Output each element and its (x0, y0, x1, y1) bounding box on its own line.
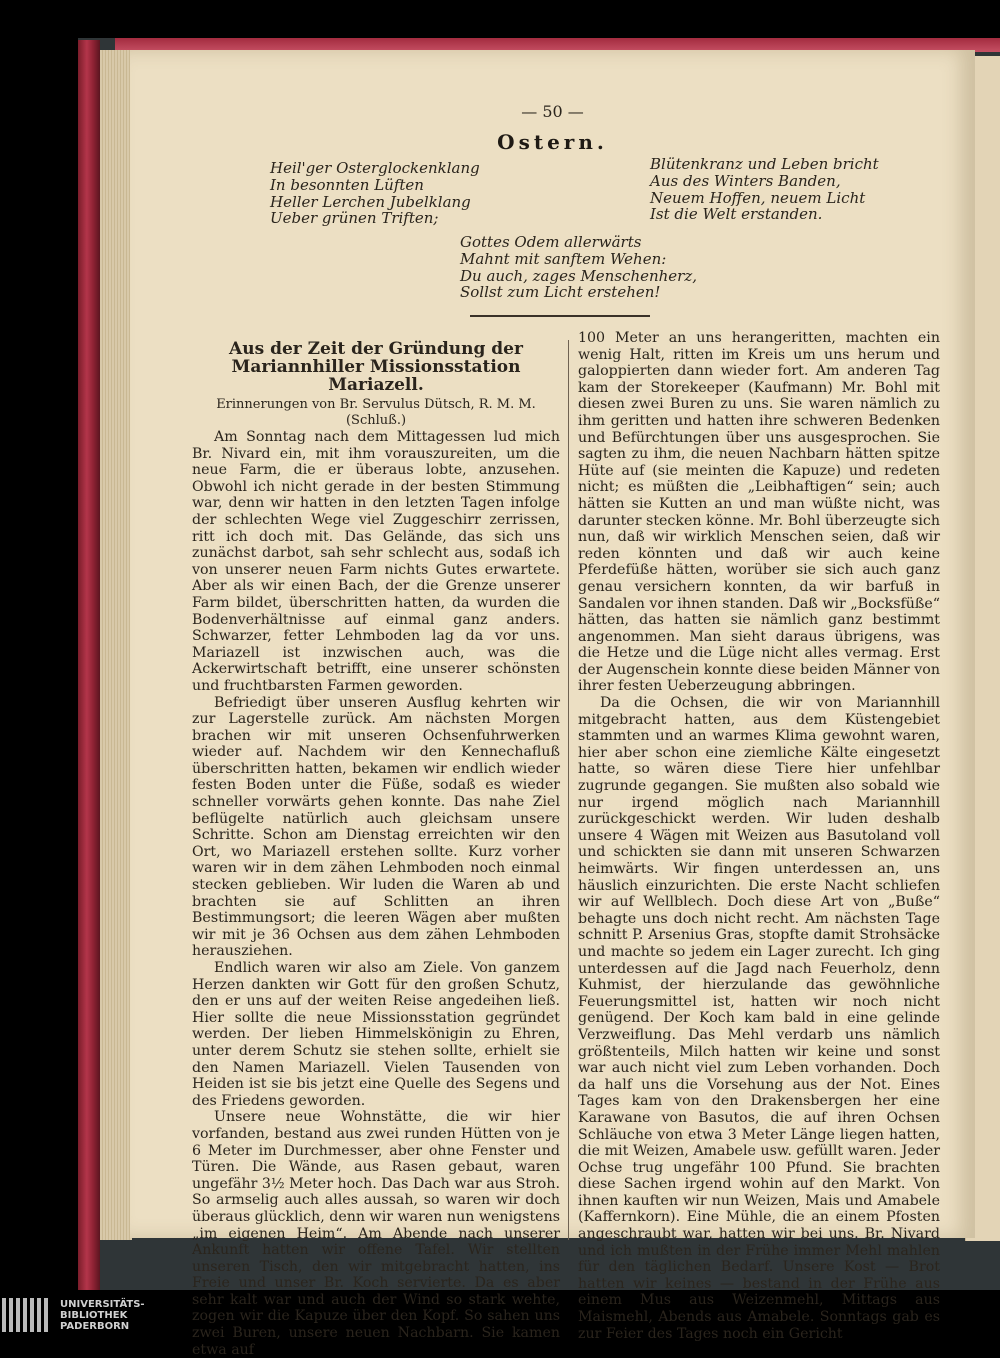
poem-line: Ist die Welt erstanden. (650, 205, 823, 224)
article-subtitle: Erinnerungen von Br. Servulus Dütsch, R. M. M. (216, 397, 536, 412)
left-column (192, 340, 560, 1358)
paragraph: Da die Ochsen, die wir von Mariannhill mitgebracht hatten, aus dem Küstengebiet stammten und an warmes Klima gewohnt waren, hier aber schon eine ziemliche Kälte eingesetzt hatte, so wären diese Tiere hier unfehlbar zugrunde gegangen. Sie mußten also sobald wie nur irgend möglich nach Mariannhill zurückgeschickt werden. Wir luden deshalb unsere 4 Wägen mit Weizen aus Basutoland voll und schickten sie dann mit unseren Schwarzen heimwärts. Wir fingen unterdessen an, uns häuslich einzurichten. Die erste Nacht schliefen wir auf Wellblech. Doch diese Art von „Buße“ behagte uns doch nicht recht. Am nächsten Tage schnitt P. Arsenius Gras, stopfte damit Strohsäcke und machte so jedem ein Lager zurecht. Ich ging unterdessen auf die Jagd nach Feuerholz, denn Kuhmist, der hierzulande das gewöhnliche Feuerungsmittel ist, hatten wir noch nicht genügend. Der Koch kam bald in eine gelinde Verzweiflung. Das Mehl verdarb uns nämlich größtenteils, Milch hatten wir keine und sonst war auch nicht viel zum Leben vorhanden. Doch da half uns die Vorsehung aus der Not. Eines Tages kam von den Drakensbergen her eine Karawane von Basutos, die auf ihren Ochsen Schläuche von etwa 3 Meter Länge liegen hatten, die mit Weizen, Amabele usw. gefüllt waren. Jeder Ochse trug ungefähr 100 Pfund. Sie brachten diese Sachen irgend wohin auf den Markt. Von ihnen kauften wir nun Weizen, Mais und Amabele (Kaffernkorn). Eine Mühle, die an einem Pfosten angeschraubt war, hatten wir bei uns. Br. Nivard und ich mußten in der Frühe immer Mehl mahlen für den täglichen Bedarf. Unsere Kost — Brot hatten wir keines — bestand in der Frühe aus einem Mus aus Weizenmehl, Mittags aus Maismehl, Abends aus Amabele. Sonntags gab es zur Feier des Tages noch ein Gericht (578, 695, 940, 1342)
paragraph: Am Sonntag nach dem Mittagessen lud mich Br. Nivard ein, mit ihm vorauszureiten, um die neue Farm, die er überaus lobte, anzusehen. Obwohl ich nicht gerade in der besten Stimmung war, denn wir hatten in den letzten Tagen infolge der schlechten Wege viel Zuggeschirr zerrissen, ritt ich doch mit. Das Gelände, das sich uns zunächst darbot, sah sehr schlecht aus, sodaß ich von unserer neuen Farm nichts Gutes erwartete. Aber als wir einen Bach, der die Grenze unserer Farm bildet, überschritten hatten, da wurden die Bodenverhältnisse auf einmal ganz anders. Schwarzer, fetter Lehmboden lag da vor uns. Mariazell ist inzwischen auch, was die Ackerwirtschaft betrifft, eine unserer schönsten und fruchtbarsten Farmen geworden. (192, 429, 560, 694)
library-name-line: BIBLIOTHEK (60, 1310, 128, 1321)
paragraph: Unsere neue Wohnstätte, die wir hier vorfanden, bestand aus zwei runden Hütten von je 6 Meter im Durchmesser, aber ohne Fenster und Türen. Die Wände, aus Rasen gebaut, waren ungefähr 3½ Meter hoch. Das Dach war aus Stroh. So armselig auch alles aussah, so waren wir doch überaus glücklich, denn wir waren nun wenigstens „im eigenen Heim“. Am Abende nach unserer Ankunft hatten wir offene Tafel. Wir stellten unseren Tisch, den wir mitgebracht hatten, ins Freie und unser Br. Koch servierte. Da es aber sehr kalt war und auch der Wind so stark wehte, zogen wir die Kapuze über den Kopf. So sahen uns zwei Buren, unsere neuen Nachbarn. Sie kamen etwa auf (192, 1109, 560, 1358)
library-logo-icon (2, 1298, 51, 1336)
poem-line: Aus des Winters Banden, (650, 171, 841, 190)
poem-stanza-2 (650, 156, 879, 223)
section-divider (470, 315, 650, 317)
paragraph: Endlich waren wir also am Ziele. Von ganzem Herzen dankten wir Gott für den großen Schutz, den er uns auf der weiten Reise angedeihen ließ. Hier sollte die neue Missionsstation gegründet werden. Der lieben Himmelskönigin zu Ehren, unter derem Schutz sie stehen sollte, erhielt sie den Namen Mariazell. Vielen Tausenden von Heiden ist sie bis jetzt eine Quelle des Segens und des Friedens geworden. (192, 960, 560, 1109)
article-note: (Schluß.) (345, 413, 407, 428)
library-footer (0, 1298, 200, 1340)
page-stack-edge (100, 50, 132, 1240)
poem-stanza-3 (460, 234, 697, 301)
paragraph: Befriedigt über unseren Ausflug kehrten wir zur Lagerstelle zurück. Am nächsten Morgen brachen wir mit unseren Ochsenfuhrwerken wieder auf. Nachdem wir den Kennechafluß überschritten hatten, bekamen wir endlich wieder festen Boden unter die Füße, sodaß es wieder schneller vorwärts gehen konnte. Das nahe Ziel beflügelte natürlich auch gleichsam unsere Schritte. Schon am Dienstag erreichten wir den Ort, wo Mariazell erstehen sollte. Kurz vorher waren wir in dem zähen Lehmboden noch einmal stecken geblieben. Wir luden die Waren ab und brachten sie auf Schlitten an ihren Bestimmungsort; die leeren Wägen aber mußten wir mit je 36 Ochsen aus dem zähen Lehmboden herausziehen. (192, 694, 560, 960)
page-number: — 50 — (521, 102, 584, 121)
poem-line: Blütenkranz und Leben bricht (650, 155, 879, 173)
poem-line: Neuem Hoffen, neuem Licht (650, 188, 866, 207)
paragraph: 100 Meter an uns herangeritten, machten ein wenig Halt, ritten im Kreis um uns herum und galoppierten dann wieder fort. Am anderen Tag kam der Storekeeper (Kaufmann) Mr. Bohl mit diesen zwei Buren zu uns. Sie waren nämlich zu ihm geritten und hatten ihre schweren Bedenken und Befürchtungen über uns ausgesprochen. Sie sagten zu ihm, die neuen Nachbarn hätten spitze Hüte auf (sie meinten die Kapuze) und redeten nicht; es müßten die „Leibhaftigen“ sein; auch hätten sie Kutten an und man wüßte nicht, was darunter stecken könne. Mr. Bohl überzeugte sich nun, daß wir wirklich Menschen seien, daß wir reden könnten und daß wir auch keine Pferdefüße hätten, worüber sie sich auch ganz genau versichern konnten, da wir barfuß in Sandalen vor ihnen standen. Daß wir „Bocksfüße“ hätten, das hatten sie nämlich ganz bestimmt angenommen. Man sieht daraus übrigens, was die Hetze und die Lüge nicht alles vermag. Erst der Augenschein konnte diese beiden Männer von ihrer festen Ueberzeugung abbringen. (578, 330, 940, 695)
poem-line: Gottes Odem allerwärts (460, 233, 642, 251)
library-name (60, 1299, 145, 1332)
poem-line: In besonnten Lüften (270, 175, 424, 194)
book-page (130, 50, 975, 1358)
right-column (578, 330, 940, 1342)
library-name-line: PADERBORN (60, 1321, 130, 1332)
poem-title: Ostern. (497, 130, 608, 154)
book-spine (78, 40, 100, 1290)
poem-line: Mahnt mit sanftem Wehen: (460, 249, 667, 268)
poem-line: Du auch, zages Menschenherz, (460, 266, 698, 285)
column-divider (568, 340, 569, 1240)
poem-line: Heil'ger Osterglockenklang (270, 159, 480, 177)
article-title: Aus der Zeit der Gründung der Mariannhiller Missionsstation Mariazell. (229, 339, 523, 395)
poem-line: Sollst zum Licht erstehen! (460, 283, 661, 302)
poem-line: Heller Lerchen Jubelklang (270, 192, 471, 211)
poem-stanza-1 (270, 160, 480, 227)
poem-line: Ueber grünen Triften; (270, 209, 439, 228)
library-name-line: UNIVERSITÄTS- (60, 1299, 145, 1310)
